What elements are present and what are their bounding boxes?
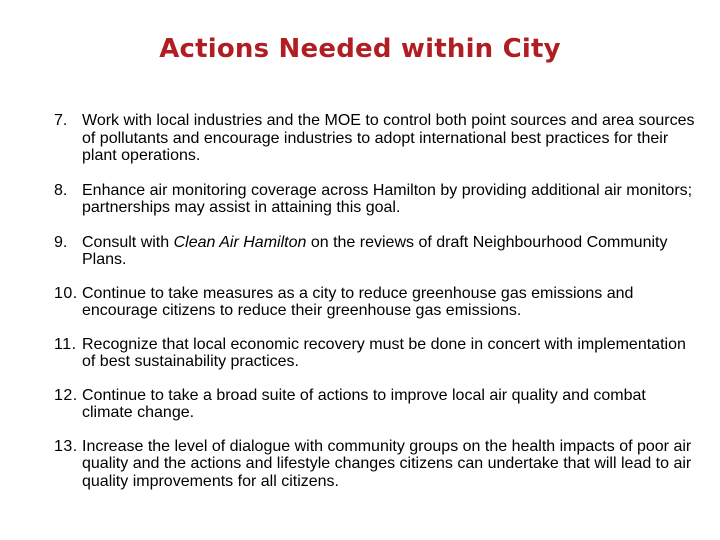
list-item xyxy=(54,438,700,491)
item-text-after: on the reviews of draft Neighbourhood Community Plans. xyxy=(82,233,668,268)
item-number: 7. xyxy=(54,112,68,129)
item-text: Work with local industries and the MOE to control both point sources and area sources of pollutants and encourage industries to adopt international best practices for their plant operations. xyxy=(82,112,695,164)
actions-list xyxy=(54,112,700,490)
item-number: 10. xyxy=(54,284,78,302)
list-item xyxy=(54,234,700,269)
list-item xyxy=(54,387,700,422)
item-text: Recognize that local economic recovery must be done in concert with implementation of best sustainability practices. xyxy=(82,335,686,370)
list-item xyxy=(54,182,700,217)
list-item xyxy=(54,336,700,371)
slide-title: Actions Needed within City xyxy=(159,34,561,64)
item-text-emphasis: Clean Air Hamilton xyxy=(173,233,307,251)
item-number: 12. xyxy=(54,386,78,404)
item-number: 11. xyxy=(54,335,77,353)
item-text: Continue to take a broad suite of actions to improve local air quality and combat climate change. xyxy=(82,386,646,421)
list-item xyxy=(54,112,700,165)
item-text: Increase the level of dialogue with community groups on the health impacts of poor air quality and the actions and lifestyle changes citizens can undertake that will lead to air quality improvements for all citizens. xyxy=(82,437,692,490)
item-text-before: Consult with xyxy=(82,233,174,251)
item-text: Enhance air monitoring coverage across Hamilton by providing additional air monitors; partnerships may assist in attaining this goal. xyxy=(82,181,693,216)
list-item xyxy=(54,285,700,320)
item-number: 8. xyxy=(54,181,68,199)
item-text: Continue to take measures as a city to reduce greenhouse gas emissions and encourage citizens to reduce their greenhouse gas emissions. xyxy=(82,284,634,319)
item-number: 13. xyxy=(54,437,78,455)
item-number: 9. xyxy=(54,233,68,251)
